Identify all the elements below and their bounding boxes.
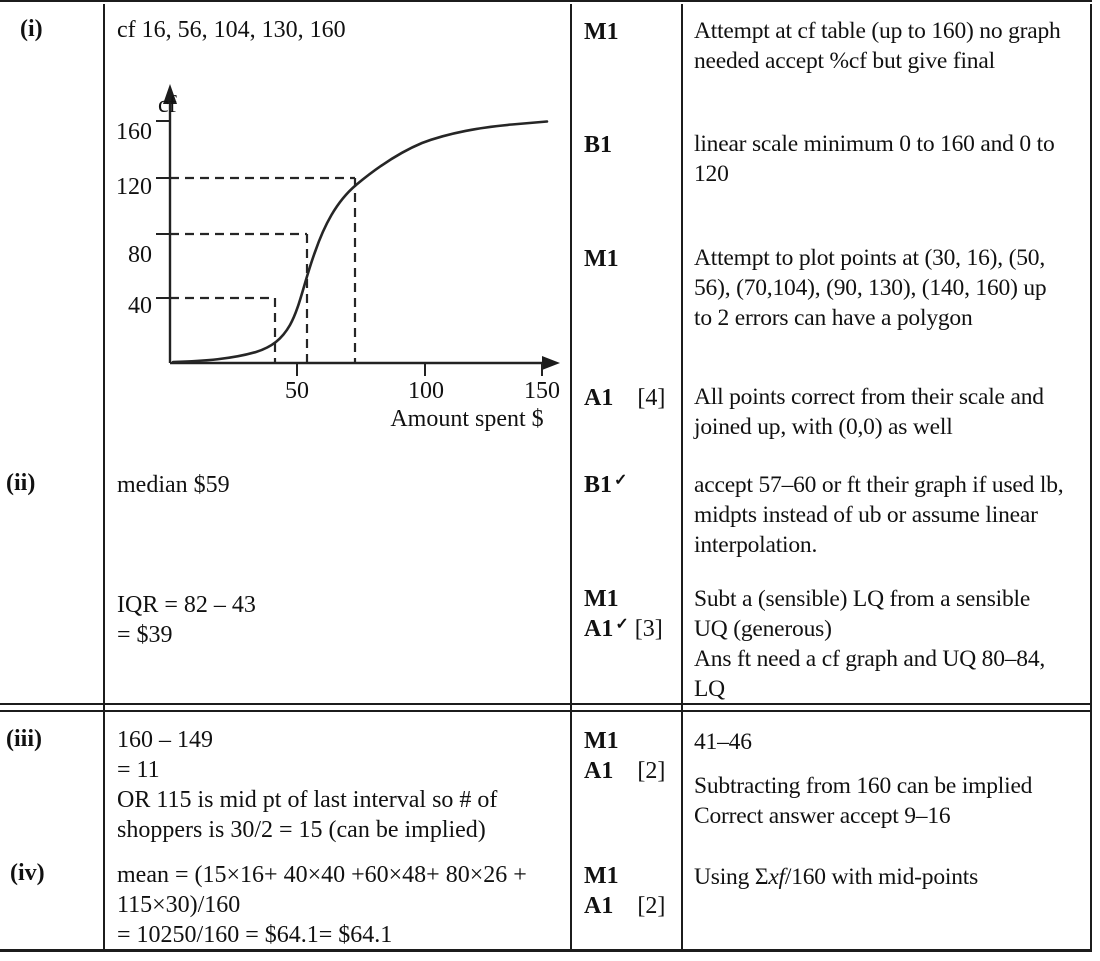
table-border-right [1090,4,1092,951]
ogive-curve [173,122,547,363]
mark-i-m1-plot: M1 [584,246,619,272]
mark-ii-b1 [584,470,627,503]
mark-iv [584,861,665,921]
mark-code: A1 [584,616,614,642]
section-divider-line-2 [0,710,1092,712]
part-label-iv: (iv) [10,860,45,886]
cf-graph [110,82,580,442]
guidance-i-a1: All points correct from their scale and joined up, with (0,0) as well [694,384,1044,440]
mark-code: M1 [584,586,619,612]
y-tick-label-80: 80 [128,242,152,268]
column-separator-guidance [681,4,683,951]
mark-code: A1 [584,758,614,784]
part-label-i: (i) [20,16,43,42]
guidance-iii-range: 41–46 [694,729,752,755]
column-separator-parts [103,4,105,951]
mark-i-a1-points [584,383,665,413]
y-axis-label: cf [158,92,177,118]
answer-i-cf-values: cf 16, 56, 104, 130, 160 [117,17,346,43]
table-border-top [0,0,1092,2]
part-label-iii: (iii) [6,726,42,752]
guidance-text-italic: xf [768,864,785,890]
answer-ii-median: median $59 [117,472,230,498]
x-axis-label: Amount spent $ [390,406,544,432]
answer-ii-iqr: IQR = 82 – 43 = $39 [117,592,256,648]
y-tick-label-40: 40 [128,293,152,319]
mark-iii [584,726,665,786]
mark-ii-m1a1 [584,584,663,647]
ft-tick-icon: ✓ [614,472,628,489]
guidance-ii-b1: accept 57–60 or ft their graph if used lb, midpts instead of ub or assume linear interpolation. [694,472,1064,558]
x-tick-label-50: 50 [285,378,309,404]
mark-i-b1-scale: B1 [584,132,613,158]
mark-i-m1-table: M1 [584,19,619,45]
guidance-i-plot: Attempt to plot points at (30, 16), (50, 56), (70,104), (90, 130), (140, 160) up to 2 errors can have a polygon [694,245,1047,331]
mark-code: M1 [584,863,619,889]
guidance-iv-mean [694,862,978,892]
mark-code: A1 [584,893,614,919]
x-axis-arrowhead [542,356,560,370]
mark-total: [2] [637,893,666,919]
x-tick-label-150: 150 [524,378,560,404]
x-tick-label-100: 100 [408,378,444,404]
guidance-ii-iqr: Subt a (sensible) LQ from a sensible UQ (generous) Ans ft need a cf graph and UQ 80–84, LQ [694,586,1046,702]
part-label-ii: (ii) [6,470,36,496]
y-tick-label-160: 160 [116,119,152,145]
mark-total: [2] [637,758,666,784]
ft-tick-icon: ✓ [615,616,629,633]
guidance-i-b1: linear scale minimum 0 to 160 and 0 to 120 [694,131,1055,187]
guidance-iii-notes: Subtracting from 160 can be implied Correct answer accept 9–16 [694,773,1033,829]
guidance-i-m1: Attempt at cf table (up to 160) no graph needed accept %cf but give final [694,18,1061,74]
mark-total: [4] [637,385,666,411]
y-tick-label-120: 120 [116,174,152,200]
mark-code: B1 [584,472,613,498]
mark-code: M1 [584,728,619,754]
guidance-text-post: /160 with mid-points [784,864,979,890]
answer-iii: 160 – 149 = 11 OR 115 is mid pt of last interval so # of shoppers is 30/2 = 15 (can be implied) [117,727,498,843]
mark-total: [3] [634,616,663,642]
mark-code: A1 [584,385,614,411]
guidance-text-pre: Using Σ [694,864,769,890]
answer-iv: mean = (15×16+ 40×40 +60×48+ 80×26 + 115×30)/160 = 10250/160 = $64.1= $64.1 [117,862,527,948]
